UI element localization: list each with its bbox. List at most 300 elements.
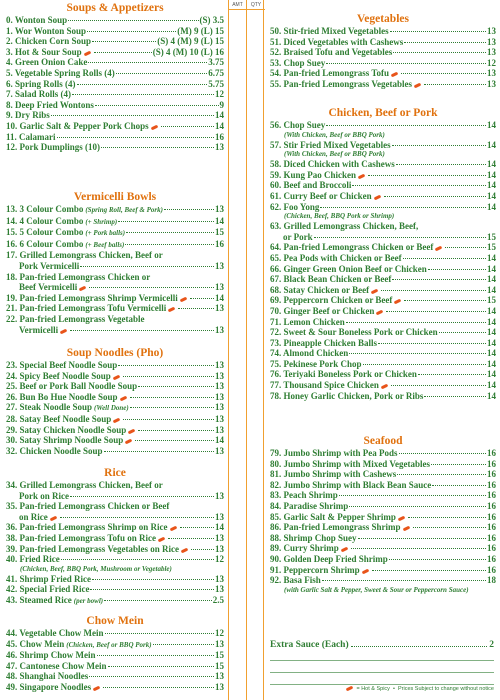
chili-icon: [93, 686, 101, 692]
menu-item[interactable]: [6, 446, 224, 457]
item-price: 3.75: [208, 57, 224, 68]
item-price: 13: [215, 204, 224, 214]
item-price: 14: [215, 120, 224, 131]
menu-section: [270, 106, 496, 401]
menu-item[interactable]: [6, 501, 224, 512]
menu-item[interactable]: [6, 392, 224, 403]
leader-dots: [61, 559, 214, 560]
menu-item[interactable]: [6, 544, 224, 555]
leader-dots: [168, 538, 214, 539]
menu-item[interactable]: [6, 533, 224, 544]
chili-icon: [112, 374, 120, 380]
item-name: 44. Vegetable Chow Mein: [6, 628, 104, 638]
menu-item[interactable]: [6, 661, 224, 672]
footer-note: = Hot & Spicy • Prices Subject to change without notice: [270, 686, 494, 692]
menu-item[interactable]: [6, 584, 224, 595]
menu-item[interactable]: [6, 650, 224, 661]
item-name: 6. Spring Rolls (4): [6, 78, 76, 89]
menu-item[interactable]: [6, 574, 224, 585]
menu-item[interactable]: [270, 327, 496, 338]
chili-icon: [49, 515, 57, 521]
menu-item[interactable]: [270, 490, 496, 501]
menu-item[interactable]: [6, 239, 224, 251]
item-name: 65. Pea Pods with Chicken or Beef: [270, 252, 402, 263]
item-price: 16: [487, 448, 496, 458]
item-price: 13: [215, 413, 224, 424]
item-name: 77. Thousand Spice Chicken: [270, 380, 379, 391]
menu-item[interactable]: [6, 47, 224, 58]
leader-dots: [392, 145, 486, 146]
item-name: 82. Jumbo Shrimp with Black Bean Sauce: [270, 479, 432, 490]
chili-icon: [391, 72, 399, 78]
menu-item[interactable]: [6, 381, 224, 392]
section-title: Chicken, Beef or Pork: [328, 107, 438, 119]
menu-item[interactable]: [6, 15, 224, 26]
menu-item[interactable]: [270, 575, 496, 586]
chili-icon: [361, 568, 369, 574]
item-name: 59. Kung Pao Chicken: [270, 169, 357, 180]
menu-item[interactable]: [270, 202, 496, 213]
item-name: 46. Shrimp Chow Mein: [6, 650, 96, 661]
item-price: 14: [215, 522, 224, 533]
menu-item[interactable]: [6, 314, 224, 325]
item-inline-note: (Well Done): [94, 404, 129, 413]
item-name: 76. Teriyaki Boneless Pork or Chicken: [270, 369, 417, 380]
item-name: 63. Grilled Lemongrass Chicken, Beef,: [270, 221, 419, 232]
item-name: 68. Satay Chicken or Beef: [270, 284, 370, 295]
item-name: 40. Fried Rice: [6, 554, 60, 565]
menu-item[interactable]: [6, 132, 224, 143]
item-price: 14: [487, 274, 496, 285]
chili-icon: [60, 328, 68, 334]
item-name: 29. Satay Chicken Noodle Soup: [6, 424, 127, 435]
item-name: 9. Dry Ribs: [6, 110, 50, 121]
menu-item[interactable]: [6, 26, 224, 37]
leader-dots: [138, 430, 214, 431]
menu-item-continued[interactable]: [6, 325, 224, 336]
item-price: 16: [487, 469, 496, 480]
chili-icon: [83, 50, 91, 56]
menu-item[interactable]: [270, 47, 496, 58]
leader-dots: [349, 353, 486, 354]
item-name: 85. Garlic Salt & Pepper Shrimp: [270, 511, 396, 522]
leader-dots: [391, 385, 486, 386]
item-name: 70. Ginger Beef or Chicken: [270, 305, 375, 316]
item-price: 14: [487, 369, 496, 380]
leader-dots: [126, 232, 214, 233]
item-price: 15: [487, 295, 496, 306]
leader-dots: [314, 237, 486, 238]
item-price: 14: [487, 169, 496, 180]
item-name: 45. Chow Mein: [6, 638, 65, 649]
menu-item[interactable]: [270, 264, 496, 275]
menu-item[interactable]: [6, 371, 224, 382]
blank-line[interactable]: [270, 672, 494, 673]
item-name: 12. Pork Dumplings (10): [6, 142, 101, 153]
leader-dots: [180, 527, 215, 528]
item-name: 19. Pan-fried Lemongrass Shrimp Vermicelli: [6, 292, 178, 303]
menu-item[interactable]: [270, 459, 496, 470]
menu-item[interactable]: [6, 89, 224, 100]
blank-line[interactable]: [270, 660, 494, 661]
menu-item[interactable]: [270, 317, 496, 328]
menu-item[interactable]: [6, 414, 224, 425]
menu-item-continued[interactable]: [6, 512, 224, 523]
menu-item[interactable]: [270, 191, 496, 202]
menu-item[interactable]: [6, 360, 224, 371]
item-name: 72. Sweet & Sour Boneless Pork or Chicken: [270, 327, 438, 338]
menu-item[interactable]: [270, 37, 496, 48]
menu-item[interactable]: [270, 170, 496, 181]
leader-dots: [351, 548, 486, 549]
item-name: 62. Foo Yong: [270, 201, 320, 212]
leader-dots: [363, 364, 486, 365]
extra-sauce-row: [270, 640, 494, 650]
item-price: 14: [487, 252, 496, 263]
menu-section: [6, 1, 224, 153]
leader-dots: [349, 506, 486, 507]
leader-dots: [130, 397, 214, 398]
leader-dots: [352, 185, 486, 186]
menu-item[interactable]: [270, 159, 496, 170]
menu-item[interactable]: [6, 110, 224, 121]
menu-item[interactable]: [6, 57, 224, 68]
menu-item[interactable]: [270, 79, 496, 90]
item-name: 89. Curry Shrimp: [270, 543, 339, 554]
section-title: Vermicelli Bowls: [73, 191, 157, 203]
leader-dots: [101, 147, 214, 148]
menu-item[interactable]: [270, 533, 496, 544]
blank-line[interactable]: [270, 684, 494, 685]
item-price: 14: [487, 201, 496, 212]
menu-section: [6, 346, 224, 456]
item-price: 6.75: [208, 67, 224, 78]
item-name: on Rice: [19, 511, 48, 522]
leader-dots: [424, 396, 486, 397]
menu-item[interactable]: [6, 68, 224, 79]
menu-item[interactable]: [270, 295, 496, 306]
menu-item[interactable]: [270, 512, 496, 523]
leader-dots: [431, 464, 486, 465]
leader-dots: [89, 676, 214, 677]
leader-dots: [94, 52, 152, 53]
item-name: or Pork: [283, 231, 313, 242]
chili-icon: [346, 686, 354, 692]
item-name: 4. Green Onion Cake: [6, 57, 88, 68]
leader-dots: [358, 538, 486, 539]
leader-dots: [138, 386, 214, 387]
item-price: 15: [215, 650, 224, 661]
menu-item[interactable]: [6, 480, 224, 491]
item-name: 57. Stir Fried Mixed Vegetables: [270, 139, 391, 150]
menu-item[interactable]: [6, 639, 224, 651]
leader-dots: [104, 600, 212, 601]
extra-sauce-label: Extra Sauce (Each): [270, 640, 349, 650]
leader-dots: [408, 517, 486, 518]
leader-dots: [339, 495, 486, 496]
leader-dots: [439, 332, 486, 333]
menu-item[interactable]: [270, 68, 496, 79]
menu-item-continued[interactable]: [6, 261, 224, 272]
menu-item[interactable]: [270, 554, 496, 565]
item-price: 16: [215, 131, 224, 142]
menu-item[interactable]: [270, 391, 496, 402]
leader-dots: [87, 31, 176, 32]
item-price: 12: [215, 554, 224, 565]
leader-dots: [351, 637, 488, 647]
menu-item[interactable]: [6, 216, 224, 228]
menu-item[interactable]: [270, 369, 496, 380]
item-price: 14: [487, 120, 496, 130]
menu-item[interactable]: [6, 682, 224, 693]
item-price: 14: [487, 284, 496, 295]
menu-item[interactable]: [270, 140, 496, 151]
item-price: 14: [487, 139, 496, 150]
item-name: 53. Chop Suey: [270, 57, 326, 68]
leader-dots: [418, 374, 486, 375]
leader-dots: [178, 308, 214, 309]
menu-item[interactable]: [6, 204, 224, 216]
right-menu-column: [264, 0, 500, 700]
chili-icon: [340, 547, 348, 553]
menu-item[interactable]: [270, 480, 496, 491]
item-inline-note: (+ Pork balls): [85, 229, 126, 238]
menu-item[interactable]: [6, 522, 224, 533]
menu-item[interactable]: [6, 595, 224, 607]
menu-item[interactable]: [270, 306, 496, 317]
menu-item[interactable]: [6, 36, 224, 47]
item-note: (with Garlic Salt & Pepper, Sweet & Sour or Peppercorn Sauce): [284, 585, 469, 594]
item-name: 74. Almond Chicken: [270, 348, 349, 359]
leader-dots: [413, 527, 487, 528]
item-name: 8. Deep Fried Wontons: [6, 99, 94, 110]
menu-item[interactable]: [270, 120, 496, 131]
chili-icon: [381, 384, 389, 390]
menu-section: [6, 614, 224, 693]
amt-header: AMT: [229, 0, 247, 10]
item-price: 14: [215, 292, 224, 303]
item-name: 50. Stir-fried Mixed Vegetables: [270, 26, 389, 36]
leader-dots: [105, 633, 215, 634]
item-name: 30. Satay Shrimp Noodle Soup: [6, 435, 124, 446]
section-title: Rice: [104, 467, 126, 479]
menu-item[interactable]: [6, 303, 224, 314]
menu-item[interactable]: [6, 671, 224, 682]
menu-item[interactable]: [270, 242, 496, 253]
menu-item[interactable]: [270, 522, 496, 533]
item-price: 13: [215, 260, 224, 271]
item-price: 14: [487, 390, 496, 401]
item-price: 13: [215, 391, 224, 402]
item-name: 91. Peppercorn Shrimp: [270, 564, 360, 575]
leader-dots: [390, 31, 486, 32]
leader-dots: [72, 94, 214, 95]
item-price: 12: [487, 57, 496, 68]
leader-dots: [445, 247, 486, 248]
item-name: 14. 4 Colour Combo: [6, 215, 84, 226]
menu-item[interactable]: [270, 180, 496, 191]
menu-item[interactable]: [270, 359, 496, 370]
leader-dots: [123, 376, 214, 377]
item-price: 16: [487, 564, 496, 575]
leader-dots: [396, 164, 486, 165]
item-price: 13: [215, 360, 224, 370]
menu-item[interactable]: [6, 435, 224, 446]
item-price: 16: [487, 553, 496, 564]
leader-dots: [60, 517, 214, 518]
item-price: 16: [487, 490, 496, 501]
menu-item[interactable]: [6, 402, 224, 414]
leader-dots: [397, 474, 486, 475]
menu-item[interactable]: [270, 221, 496, 232]
item-note: (With Chicken, Beef or BBQ Pork): [284, 150, 385, 159]
item-name: 38. Pan-fried Lemongrass Tofu on Rice: [6, 532, 157, 543]
leader-dots: [424, 84, 486, 85]
item-name: 5. Vegetable Spring Rolls (4): [6, 67, 115, 78]
leader-dots: [428, 269, 486, 270]
menu-item-continued[interactable]: [6, 282, 224, 293]
menu-item[interactable]: [6, 554, 224, 565]
extra-sauce-price: 2: [489, 640, 494, 650]
menu-item[interactable]: [270, 565, 496, 576]
item-price: 16: [487, 500, 496, 511]
item-price: 12: [215, 89, 224, 100]
item-price: (S) 3.5: [199, 15, 224, 25]
item-name: 60. Beef and Broccoli: [270, 180, 352, 191]
item-name: 41. Shrimp Fried Rice: [6, 573, 91, 584]
menu-item[interactable]: [6, 425, 224, 436]
chili-icon: [168, 307, 176, 313]
leader-dots: [372, 570, 486, 571]
leader-dots: [164, 209, 214, 210]
item-price: 14: [487, 348, 496, 359]
column-divider: [246, 10, 247, 700]
leader-dots: [89, 287, 214, 288]
menu-item[interactable]: [270, 469, 496, 480]
chili-icon: [79, 286, 87, 292]
leader-dots: [68, 20, 198, 21]
section-title: Chow Mein: [86, 615, 144, 627]
leader-dots: [123, 419, 214, 420]
leader-dots: [103, 687, 214, 688]
item-name: Pork on Rice: [19, 490, 69, 501]
leader-dots: [401, 73, 486, 74]
menu-item[interactable]: [6, 100, 224, 111]
item-name: 64. Pan-fried Lemongrass Chicken or Beef: [270, 242, 434, 253]
item-price: 15: [487, 242, 496, 253]
item-name: 21. Pan-fried Lemongrass Tofu Vermicelli: [6, 303, 167, 314]
menu-item[interactable]: [6, 628, 224, 639]
item-price: 13: [487, 78, 496, 89]
leader-dots: [320, 207, 486, 208]
menu-item[interactable]: [6, 227, 224, 239]
item-price: 13: [215, 445, 224, 456]
leader-dots: [97, 655, 214, 656]
item-price: 14: [487, 159, 496, 170]
menu-section: [6, 190, 224, 335]
menu-item-continued[interactable]: [270, 232, 496, 243]
item-name: 11. Calamari: [6, 131, 56, 142]
item-price: 15: [215, 227, 224, 238]
menu-item[interactable]: [270, 543, 496, 554]
item-note: (Chicken, Beef, BBQ Pork, Mushroom or Vegetable): [20, 564, 172, 573]
item-name: 56. Chop Suey: [270, 120, 326, 130]
menu-item[interactable]: [270, 274, 496, 285]
section-title: Vegetables: [357, 13, 409, 25]
menu-item[interactable]: [270, 348, 496, 359]
item-name: 78. Honey Garlic Chicken, Pork or Ribs: [270, 390, 424, 401]
leader-dots: [130, 407, 214, 408]
item-name: 58. Diced Chicken with Cashews: [270, 159, 395, 170]
item-price: 13: [215, 402, 224, 413]
leader-dots: [381, 290, 486, 291]
leader-dots: [191, 549, 214, 550]
item-name: 15. 5 Colour Combo: [6, 227, 84, 238]
menu-item[interactable]: [270, 380, 496, 391]
leader-dots: [77, 84, 208, 85]
item-price: 13: [215, 370, 224, 381]
chili-icon: [113, 418, 121, 424]
item-name: 28. Satay Beef Noodle Soup: [6, 413, 112, 424]
item-name: 75. Pekinese Pork Chop: [270, 358, 362, 369]
leader-dots: [386, 311, 486, 312]
item-price: 18: [487, 575, 496, 586]
item-name: 55. Pan-fried Lemongrass Vegetables: [270, 78, 412, 89]
item-price: 15: [487, 231, 496, 242]
item-name: 36. Pan-fried Lemongrass Shrimp on Rice: [6, 522, 168, 533]
leader-dots: [80, 266, 214, 267]
leader-dots: [393, 52, 486, 53]
item-name: 16. 6 Colour Combo: [6, 238, 84, 249]
leader-dots: [384, 196, 486, 197]
menu-item-continued[interactable]: [6, 491, 224, 502]
menu-item[interactable]: [6, 293, 224, 304]
order-columns: [228, 0, 264, 700]
leader-dots: [161, 126, 214, 127]
item-price: 16: [215, 238, 224, 249]
menu-item[interactable]: [6, 79, 224, 90]
item-inline-note: (+ Beef balls): [85, 240, 125, 249]
leader-dots: [92, 579, 214, 580]
menu-item[interactable]: [270, 338, 496, 349]
menu-item[interactable]: [270, 58, 496, 69]
item-name: 51. Diced Vegetables with Cashews: [270, 36, 404, 47]
item-price: 13: [215, 671, 224, 682]
chili-icon: [358, 173, 366, 179]
item-price: 13: [215, 584, 224, 595]
item-name: 25. Beef or Pork Ball Noodle Soup: [6, 381, 138, 392]
item-name: 10. Garlic Salt & Pepper Pork Chops: [6, 120, 149, 131]
menu-item[interactable]: [6, 142, 224, 153]
menu-item[interactable]: [270, 285, 496, 296]
item-name: 32. Chicken Noodle Soup: [6, 445, 103, 456]
item-name: 73. Pineapple Chicken Balls: [270, 337, 378, 348]
item-name: 69. Peppercorn Chicken or Beef: [270, 295, 393, 306]
item-name: 0. Wonton Soup: [6, 15, 68, 25]
menu-item[interactable]: [6, 272, 224, 283]
menu-item[interactable]: [6, 121, 224, 132]
menu-item[interactable]: [270, 26, 496, 37]
menu-item[interactable]: [270, 501, 496, 512]
leader-dots: [95, 105, 219, 106]
menu-item[interactable]: [270, 448, 496, 459]
item-name: Vermicelli: [19, 324, 59, 335]
leader-dots: [116, 73, 207, 74]
menu-item[interactable]: [270, 253, 496, 264]
chili-icon: [158, 537, 166, 543]
item-name: 48. Shanghai Noodles: [6, 671, 89, 682]
menu-item[interactable]: [6, 250, 224, 261]
